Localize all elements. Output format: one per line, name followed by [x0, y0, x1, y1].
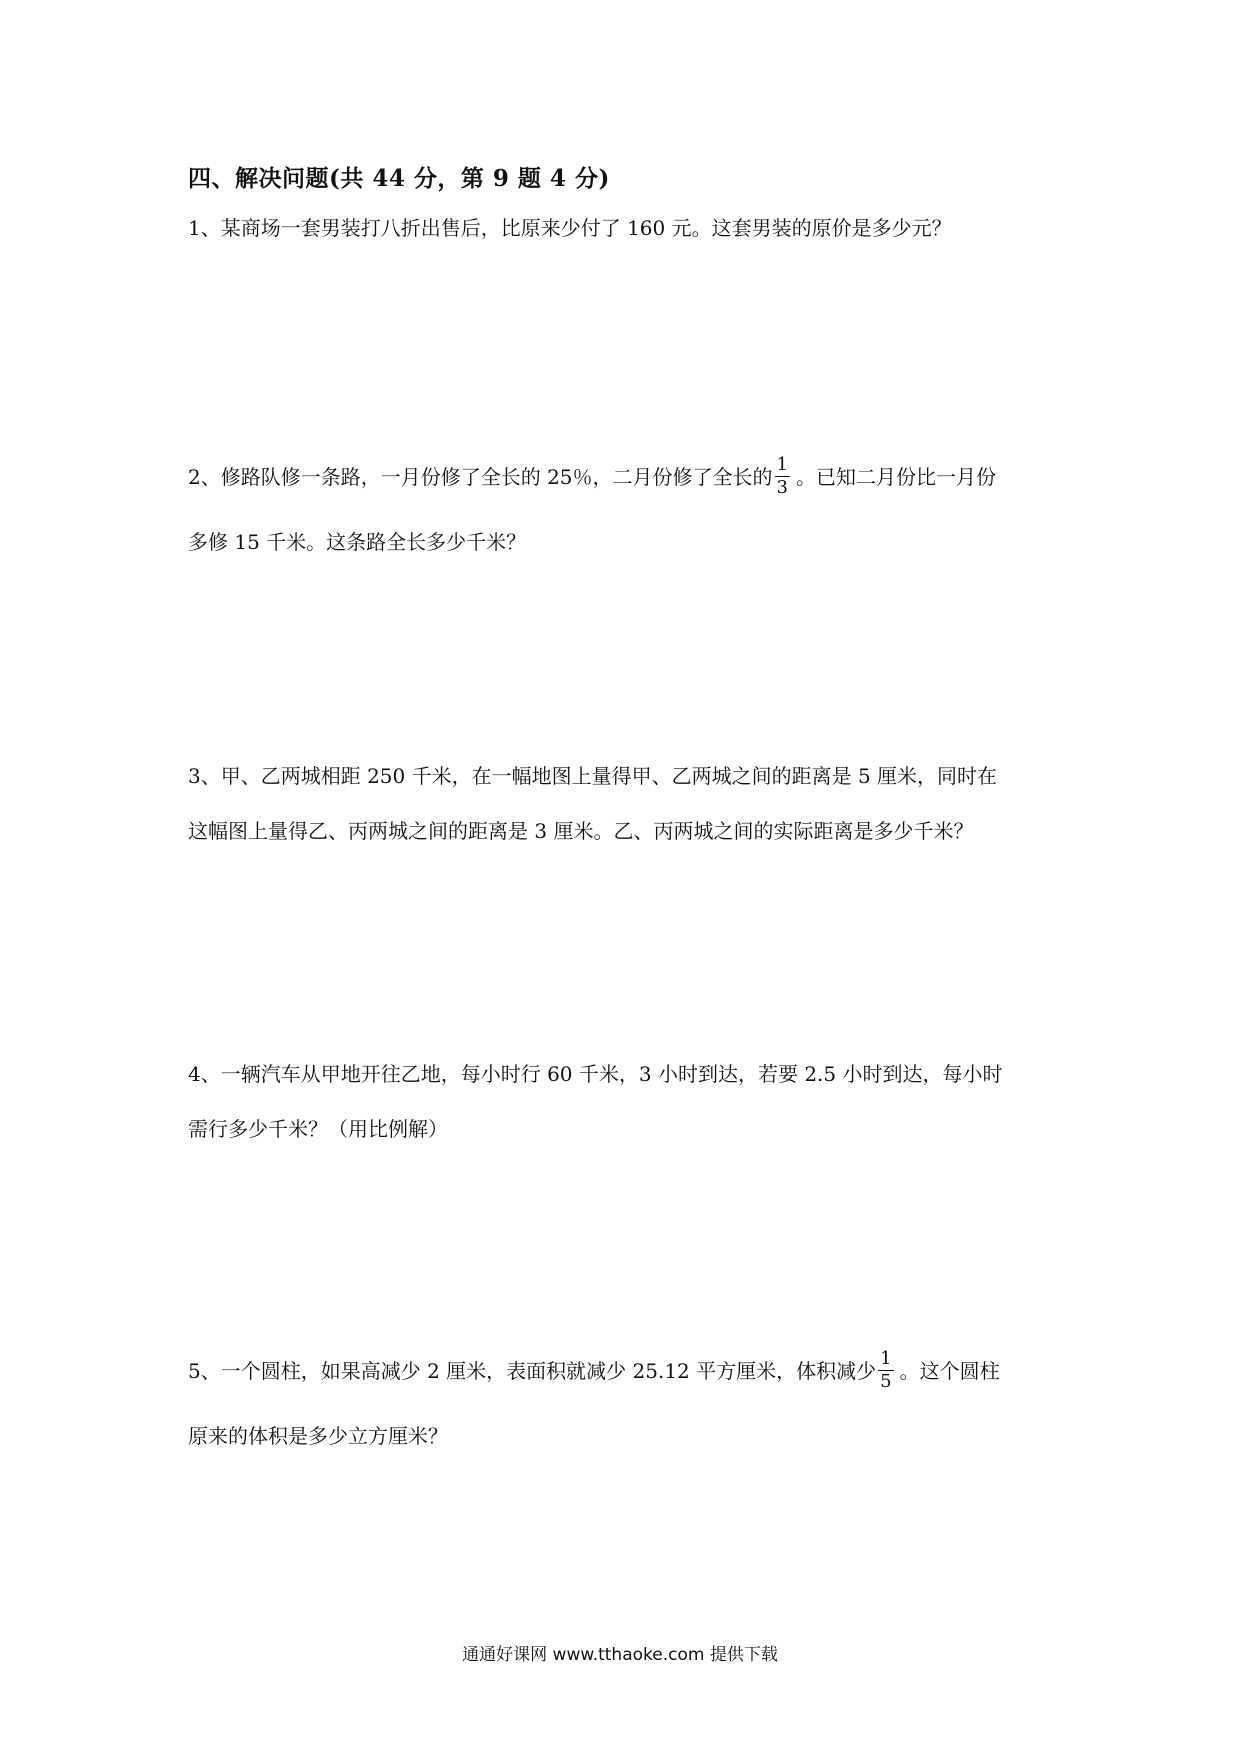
- question-2-text-after: 。已知二月份比一月份: [795, 465, 996, 489]
- fraction-numerator: 1: [880, 1348, 892, 1369]
- question-1-line-1: 1、某商场一套男装打八折出售后，比原来少付了 160 元。这套男装的原价是多少元？: [188, 216, 952, 240]
- question-5-line-2: 原来的体积是多少立方厘米？: [188, 1424, 448, 1448]
- section-title: 四、解决问题(共 44 分，第 9 题 4 分): [188, 165, 610, 192]
- question-5-text-before: 5、一个圆柱，如果高减少 2 厘米，表面积就减少 25.12 平方厘米，体积减少: [188, 1359, 877, 1383]
- question-4-line-1: 4、一辆汽车从甲地开往乙地，每小时行 60 千米，3 小时到达，若要 2.5 小时到达，每小时: [188, 1062, 1003, 1086]
- fraction-numerator: 1: [776, 454, 788, 475]
- fraction-denominator: 3: [776, 477, 788, 498]
- fraction-one-third: [775, 456, 790, 497]
- question-5-text-after: 。这个圆柱: [899, 1359, 1000, 1383]
- question-4-line-2: 需行多少千米？（用比例解）: [188, 1117, 448, 1141]
- fraction-denominator: 5: [880, 1371, 892, 1392]
- question-3-line-1: 3、甲、乙两城相距 250 千米，在一幅地图上量得甲、乙两城之间的距离是 5 厘米，同时在: [188, 764, 998, 788]
- page-footer: 通通好课网 www.tthaoke.com 提供下载: [462, 1645, 778, 1665]
- question-2-line-2: 多修 15 千米。这条路全长多少千米？: [188, 530, 527, 554]
- question-2-text-before: 2、修路队修一条路，一月份修了全长的 25％，二月份修了全长的: [188, 465, 773, 489]
- question-5-line-1: [188, 1348, 1000, 1393]
- fraction-one-fifth: [878, 1350, 893, 1391]
- question-3-line-2: 这幅图上量得乙、丙两城之间的距离是 3 厘米。乙、丙两城之间的实际距离是多少千米？: [188, 819, 974, 843]
- question-2-line-1: [188, 454, 996, 499]
